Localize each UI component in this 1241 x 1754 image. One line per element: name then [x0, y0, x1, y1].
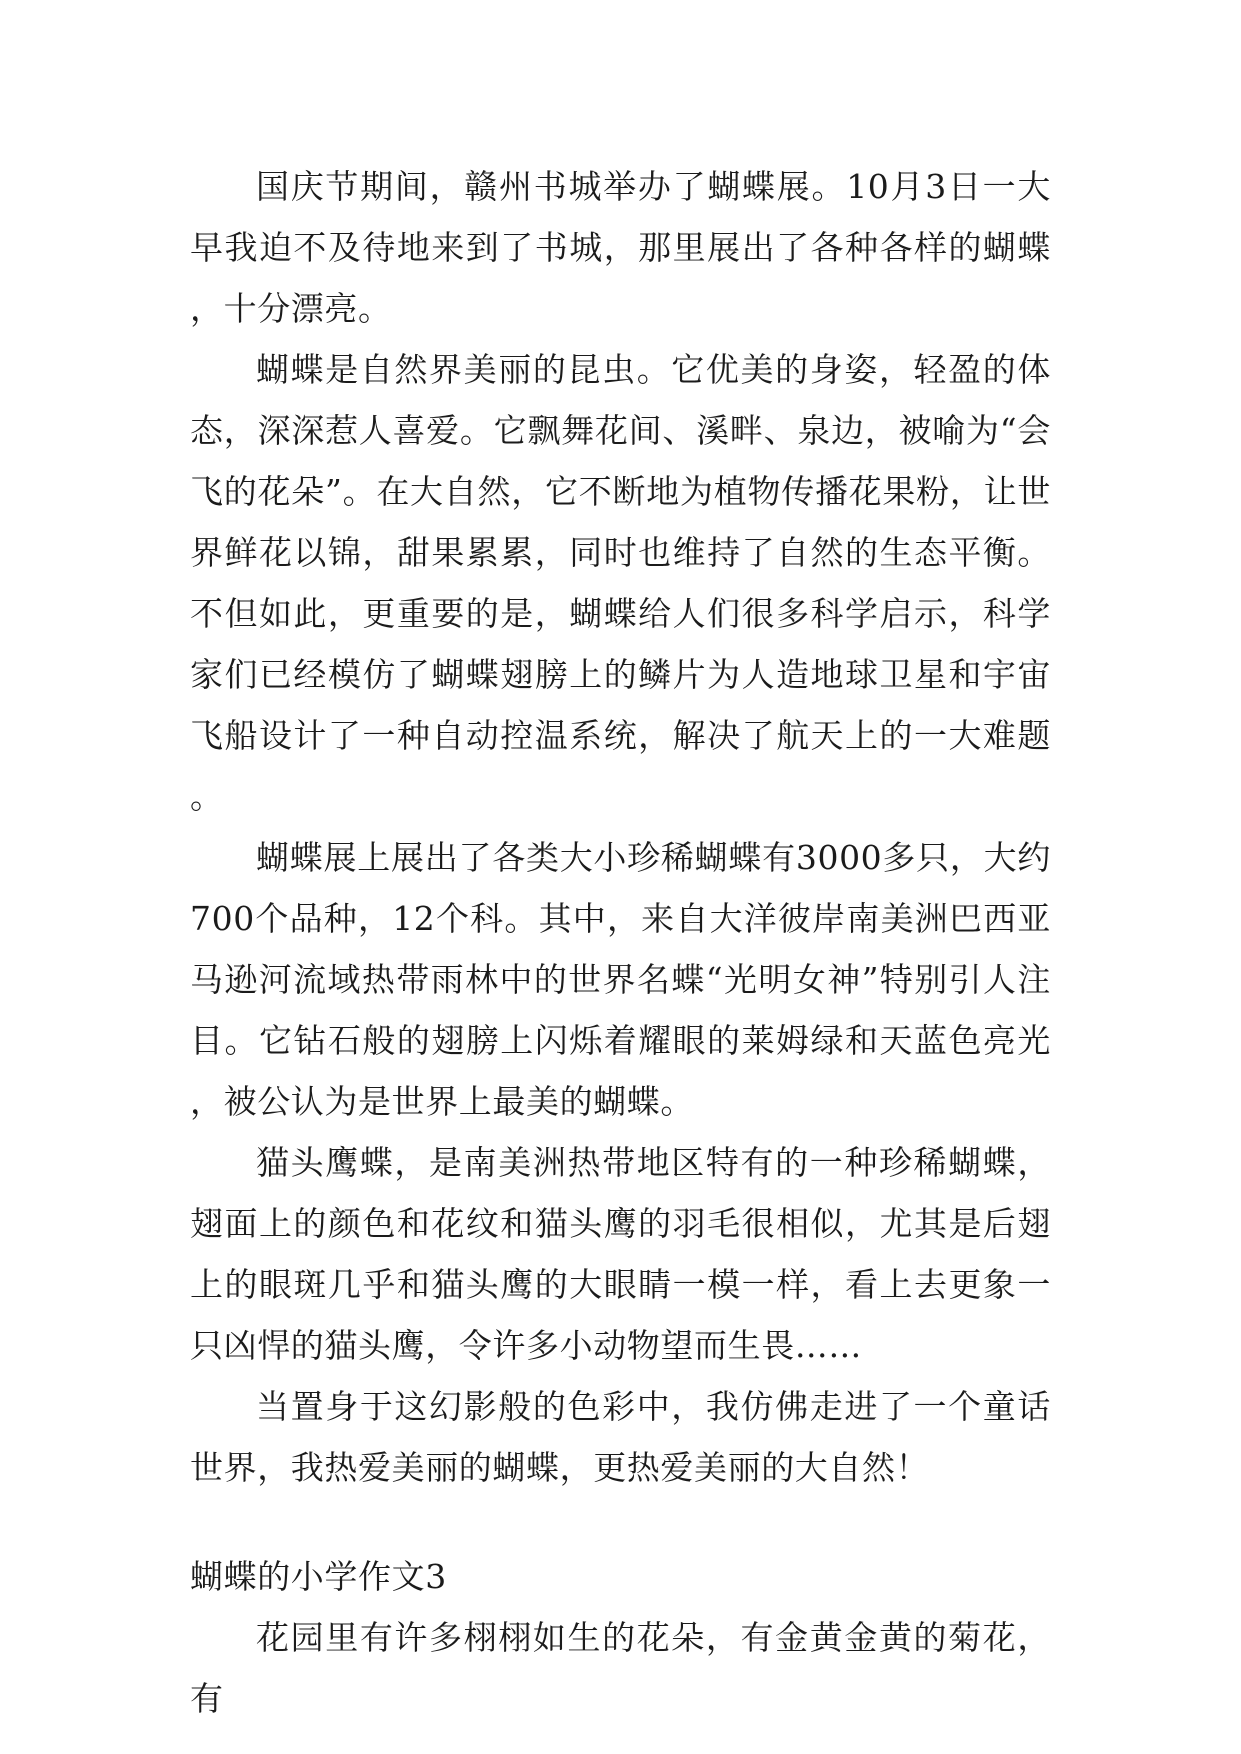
paragraph-book-city-exhibition: 国庆节期间，赣州书城举办了蝴蝶展。10月3日一大早我迫不及待地来到了书城，那里展出了各种各样的蝴蝶，十分漂亮。	[190, 167, 1051, 328]
paragraph-owl-butterfly: 猫头鹰蝶，是南美洲热带地区特有的一种珍稀蝴蝶，翅面上的颜色和花纹和猫头鹰的羽毛很相似，尤其是后翅上的眼斑几乎和猫头鹰的大眼睛一模一样，看上去更象一只凶悍的猫头鹰，令许多小动物望而生畏……	[190, 1143, 1051, 1365]
paragraph-butterfly-nature: 蝴蝶是自然界美丽的昆虫。它优美的身姿，轻盈的体态，深深惹人喜爱。它飘舞花间、溪畔、泉边，被喻为“会飞的花朵”。在大自然，它不断地为植物传播花果粉，让世界鲜花以锦，甜果累累，同时也维持了自然的生态平衡。不但如此，更重要的是，蝴蝶给人们很多科学启示，科学家们已经模仿了蝴蝶翅膀上的鳞片为人造地球卫星和宇宙飞船设计了一种自动控温系统，解决了航天上的一大难题。	[190, 350, 1051, 816]
paragraph-exhibition-species: 蝴蝶展上展出了各类大小珍稀蝴蝶有3000多只，大约700个品种，12个科。其中，来自大洋彼岸南美洲巴西亚马逊河流域热带雨林中的世界名蝶“光明女神”特别引人注目。它钻石般的翅膀上闪烁着耀眼的莱姆绿和天蓝色亮光，被公认为是世界上最美的蝴蝶。	[190, 838, 1051, 1121]
document-body	[190, 156, 1051, 1729]
paragraph-conclusion: 当置身于这幻影般的色彩中，我仿佛走进了一个童话世界，我热爱美丽的蝴蝶，更热爱美丽的大自然！	[190, 1387, 1051, 1487]
paragraph-garden-flowers: 花园里有许多栩栩如生的花朵，有金黄金黄的菊花，有	[190, 1618, 1051, 1718]
section-heading: 蝴蝶的小学作文3	[190, 1557, 447, 1596]
